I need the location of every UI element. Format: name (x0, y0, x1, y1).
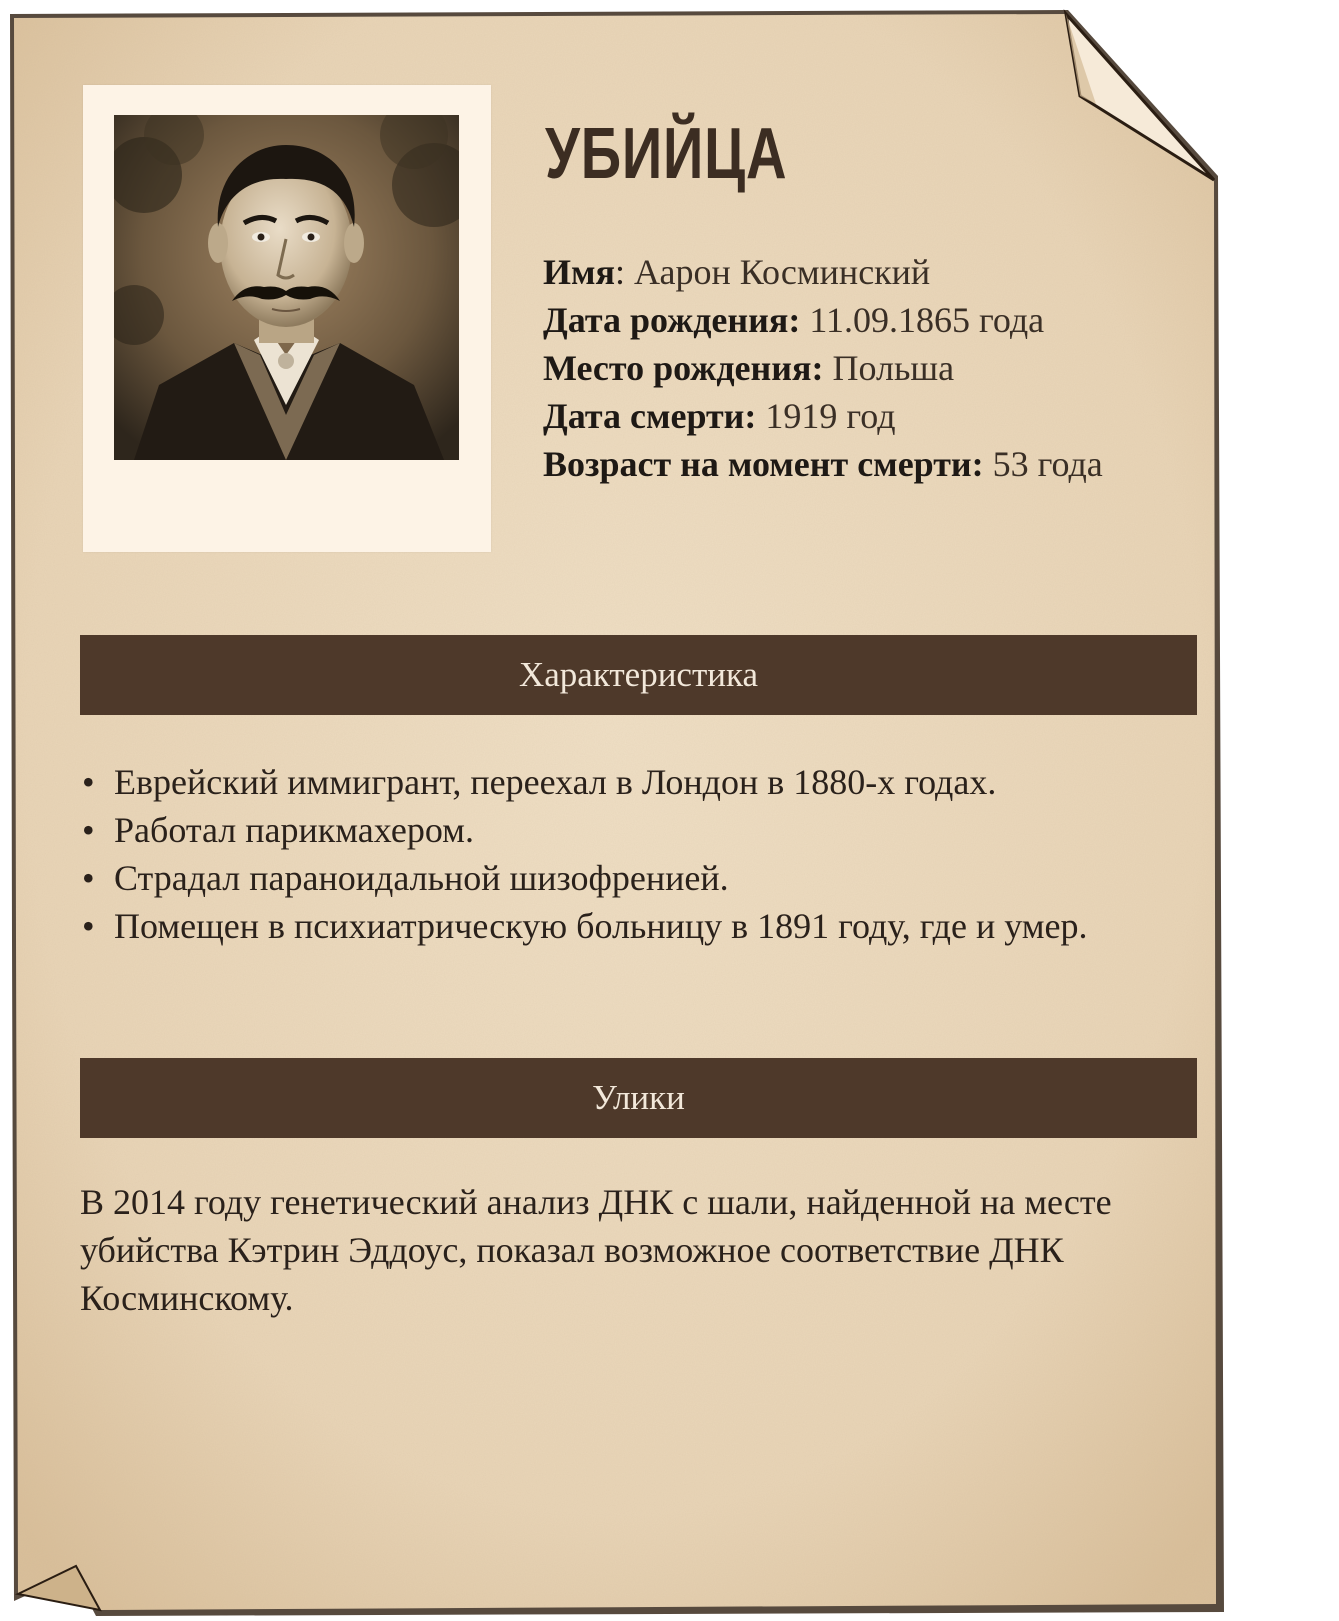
info-label: Возраст на момент смерти: (543, 444, 984, 484)
info-separator (800, 300, 809, 340)
list-item-text: Помещен в психиатрическую больницу в 1891 году, где и умер. (114, 906, 1088, 946)
info-separator: : (615, 252, 635, 292)
info-separator (984, 444, 993, 484)
characteristics-list (80, 758, 1088, 950)
info-label: Дата смерти: (543, 396, 757, 436)
bullet-icon: • (82, 858, 95, 898)
info-row-birth-date (543, 296, 1103, 344)
info-row-death-date (543, 392, 1103, 440)
portrait-icon (114, 115, 459, 460)
page-title: УБИЙЦА (545, 114, 788, 194)
info-row-birth-place (543, 344, 1103, 392)
info-label: Место рождения: (543, 348, 824, 388)
list-item (80, 758, 1088, 806)
characteristics-heading: Характеристика (80, 635, 1197, 715)
list-item (80, 902, 1088, 950)
portrait-image (114, 115, 459, 460)
list-item-text: Работал парикмахером. (114, 810, 474, 850)
info-row-name (543, 248, 1103, 296)
evidence-heading: Улики (80, 1058, 1197, 1138)
info-value: 53 года (992, 444, 1103, 484)
info-value: Польша (832, 348, 955, 388)
info-value: 1919 год (765, 396, 896, 436)
info-value: Аарон Косминский (634, 252, 931, 292)
list-item (80, 854, 1088, 902)
evidence-text: В 2014 году генетический анализ ДНК с шали, найденной на месте убийства Кэтрин Эддоус, показал возможное соответствие ДНК Косминскому. (80, 1182, 1112, 1318)
profile-info (543, 248, 1103, 488)
info-label: Дата рождения: (543, 300, 801, 340)
list-item (80, 806, 1088, 854)
bullet-icon: • (82, 762, 95, 802)
bullet-icon: • (82, 906, 95, 946)
info-label: Имя (543, 252, 615, 292)
photo-frame (83, 85, 491, 552)
list-item-text: Еврейский иммигрант, переехал в Лондон в 1880-х годах. (114, 762, 997, 802)
list-item-text: Страдал параноидальной шизофренией. (114, 858, 729, 898)
bullet-icon: • (82, 810, 95, 850)
info-value: 11.09.1865 года (809, 300, 1045, 340)
info-row-age-at-death (543, 440, 1103, 488)
